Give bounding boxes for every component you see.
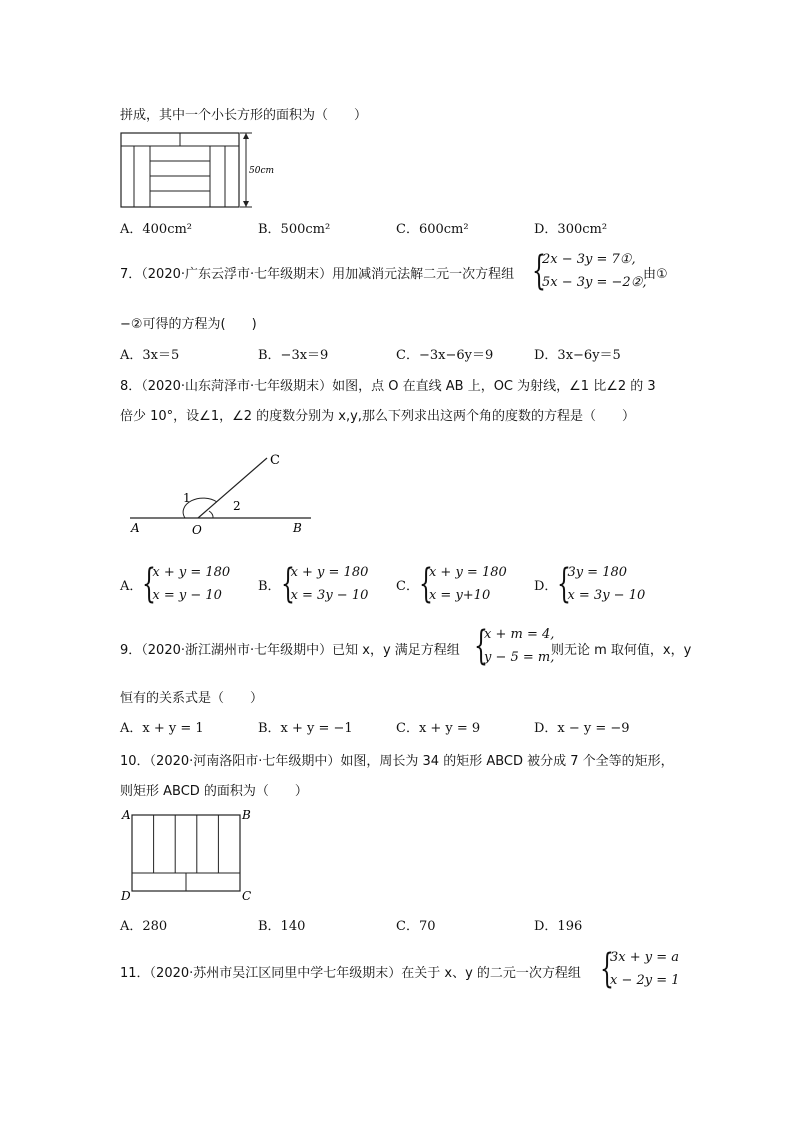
q8-option-d[interactable]: D． { 3y = 180 x = 3y − 10 [534, 561, 646, 607]
q8-option-a-eq1: x + y = 180 [152, 565, 231, 580]
q8-figure [125, 448, 320, 538]
q6-option-b[interactable]: B．500cm² [258, 222, 331, 237]
q8-option-c-eq1: x + y = 180 [428, 565, 507, 580]
q8-line2: 倍少 10°，设∠1，∠2 的度数分别为 x,y,那么下列求出这两个角的度数的方程是（ ） [120, 409, 635, 424]
q9-eq1: x + m = 4, [484, 627, 555, 642]
q10-line2: 则矩形 ABCD 的面积为（ ） [120, 784, 308, 799]
q6-text: 拼成，其中一个小长方形的面积为（ ） [120, 108, 368, 123]
q7-stem-end: 由① [643, 267, 668, 282]
q8-label-b: B [293, 521, 302, 535]
q8-option-c-letter: C． [396, 578, 419, 594]
q6-option-d[interactable]: D．300cm² [534, 222, 608, 237]
q6-option-a[interactable]: A．400cm² [120, 222, 193, 237]
q8-option-d-eq1: 3y = 180 [567, 565, 628, 580]
q8-option-a[interactable]: A． { x + y = 180 x = y − 10 [120, 561, 231, 607]
q8-option-a-letter: A． [120, 578, 143, 594]
q7-eq2: 5x − 3y = −2②, [542, 275, 647, 290]
q8-option-b[interactable]: B． { x + y = 180 x = 3y − 10 [258, 561, 369, 607]
q11-eq2: x − 2y = 1 [610, 973, 680, 988]
q7-option-a[interactable]: A．3x＝5 [120, 348, 180, 363]
q8-option-c-eq2: x = y+10 [428, 588, 491, 603]
q9-option-c[interactable]: C．x + y = 9 [396, 721, 481, 736]
q8-option-d-eq2: x = 3y − 10 [567, 588, 646, 603]
q11-stem: 11．（2020·苏州市吴江区同里中学七年级期末）在关于 x、y 的二元一次方程组 [120, 966, 581, 981]
q8-option-a-eq2: x = y − 10 [152, 588, 222, 603]
q11-eq1: 3x + y = a [610, 950, 680, 965]
q9-system: { x + m = 4, y − 5 = m, [474, 623, 555, 669]
q9-stem: 9．（2020·浙江湖州市·七年级期中）已知 x，y 满足方程组 [120, 643, 460, 658]
q10-label-a: A [122, 808, 131, 822]
q8-label-o: O [192, 523, 202, 537]
q7-option-c[interactable]: C．−3x−6y＝9 [396, 348, 494, 363]
q7-eq1: 2x − 3y = 7①, [542, 252, 636, 267]
q8-line1: 8．（2020·山东菏泽市·七年级期末）如图，点 O 在直线 AB 上，OC 为射线，∠1 比∠2 的 3 [120, 379, 656, 394]
q8-option-b-eq2: x = 3y − 10 [290, 588, 369, 603]
q10-label-c: C [242, 889, 252, 903]
q6-figure [118, 130, 278, 212]
q10-option-d[interactable]: D．196 [534, 919, 583, 934]
q7-stem: 7．（2020·广东云浮市·七年级期末）用加减消元法解二元一次方程组 [120, 267, 515, 282]
q8-option-c[interactable]: C． { x + y = 180 x = y+10 [396, 561, 507, 607]
q9-eq2: y − 5 = m, [484, 650, 555, 665]
q10-option-c[interactable]: C．70 [396, 919, 436, 934]
q8-option-d-letter: D． [534, 578, 558, 594]
q10-label-d: D [121, 889, 131, 903]
q9-option-b[interactable]: B．x + y = −1 [258, 721, 353, 736]
q10-option-a[interactable]: A．280 [120, 919, 168, 934]
q10-line1: 10．（2020·河南洛阳市·七年级期中）如图，周长为 34 的矩形 ABCD 被分成 7 个全等的矩形， [120, 754, 674, 769]
q7-system: { 2x − 3y = 7①, 5x − 3y = −2②, [532, 248, 647, 294]
q9-option-a[interactable]: A．x + y = 1 [120, 721, 204, 736]
q8-label-c: C [270, 453, 280, 468]
q11-system: { 3x + y = a x − 2y = 1 [600, 946, 680, 992]
q10-figure [118, 806, 258, 906]
q7-line2: −②可得的方程为( ) [120, 317, 257, 332]
q8-label-2: 2 [233, 499, 241, 513]
q8-option-b-eq1: x + y = 180 [290, 565, 369, 580]
q9-line2: 恒有的关系式是（ ） [120, 691, 264, 706]
q10-label-b: B [242, 808, 251, 822]
q9-stem-end: 则无论 m 取何值，x，y [551, 643, 692, 658]
q6-option-c[interactable]: C．600cm² [396, 222, 469, 237]
q8-option-b-letter: B． [258, 578, 281, 594]
q7-option-d[interactable]: D．3x−6y＝5 [534, 348, 621, 363]
q10-option-b[interactable]: B．140 [258, 919, 306, 934]
q9-option-d[interactable]: D．x − y = −9 [534, 721, 630, 736]
q8-label-a: A [131, 521, 140, 535]
q6-dim-label: 50cm [249, 166, 275, 176]
q8-label-1: 1 [183, 491, 191, 505]
q7-option-b[interactable]: B．−3x＝9 [258, 348, 329, 363]
